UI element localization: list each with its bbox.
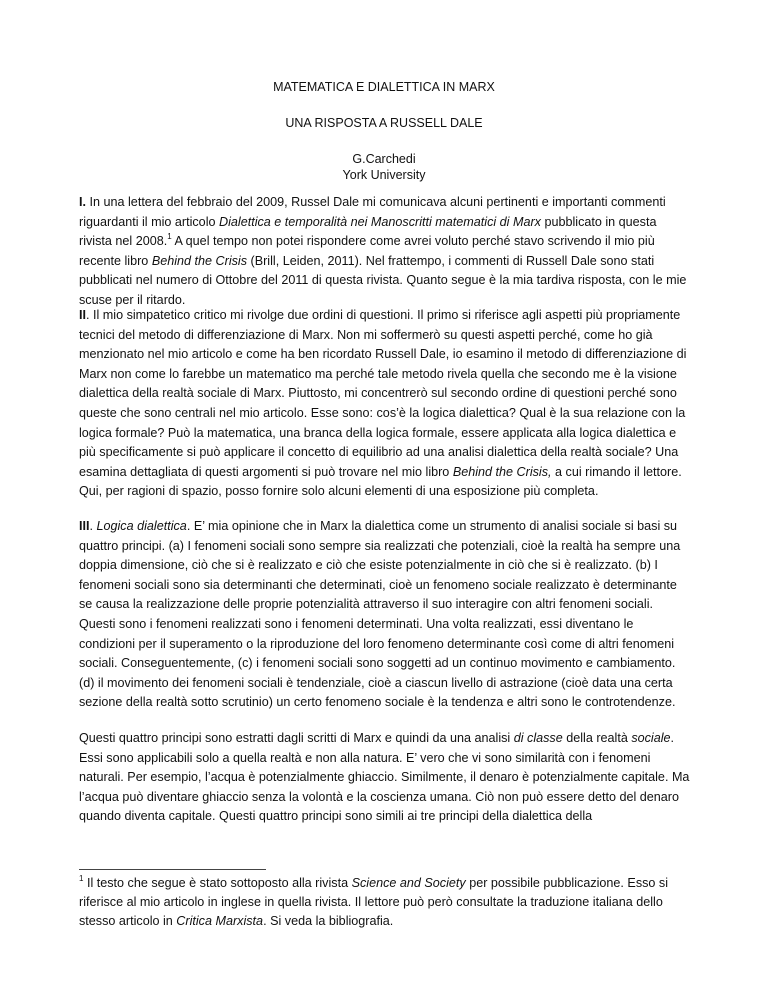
document-subtitle: UNA RISPOSTA A RUSSELL DALE bbox=[285, 116, 483, 130]
cited-work: Dialettica e temporalità nei Manoscritti matematici di Marx bbox=[219, 214, 541, 229]
journal-name: Science and Society bbox=[351, 876, 466, 890]
footnote-divider bbox=[79, 869, 266, 870]
section-number: II bbox=[79, 308, 86, 322]
cited-work: Behind the Crisis bbox=[151, 253, 248, 268]
section-number: III bbox=[79, 519, 90, 533]
section-number: I. bbox=[79, 195, 86, 209]
footnote-ref: 1 bbox=[167, 232, 172, 241]
author-name: G.Carchedi bbox=[352, 152, 416, 166]
section-heading: Logica dialettica bbox=[96, 519, 187, 533]
document-title: MATEMATICA E DIALETTICA IN MARX bbox=[273, 80, 495, 94]
footnote: $^1$ Il testo che segue è stato sottoposto alla rivista Science and Society per possibile pubblicazione. Esso si riferisce al mio articolo in inglese in quella rivista. Il lettore può però consultate la traduzione italiana dello stesso articolo in Critica Marxista. Si veda la bibliografia. bbox=[79, 873, 669, 928]
cited-work: Behind the Crisis, bbox=[452, 464, 552, 479]
section-1-paragraph: I. In una lettera del febbraio del 2009, Russel Dale mi comunicava alcuni pertinenti e importanti commenti riguardanti il mio articolo Dialettica e temporalità nei Manoscritti matematici di Marx pubblicato in questa rivista nel 2008.$^1$ A quel tempo non potei rispondere come avrei voluto perché stavo scrivendo il mio più recente libro Behind the Crisis (Brill, Leiden, 2011). Nel frattempo, i commenti di Russell Dale sono stati pubblicati nel numero di Ottobre del 2011 di questa rivista. Quanto segue è la mia tardiva risposta, con le mie scuse per il ritardo. bbox=[79, 195, 687, 307]
section-2-paragraph: II. Il mio simpatetico critico mi rivolge due ordini di questioni. Il primo si riferisce agli aspetti più propriamente tecnici del metodo di differenziazione di Marx. Non mi soffermerò su questi aspetti perché, come ho già menzionato nel mio articolo e come ha ben ricordato Russell Dale, io esamino il metodo di differenziazione di Marx non come lo farebbe un matematico ma perché tale metodo rivela quella che secondo me è la visione dialettica della realtà sociale di Marx. Piuttosto, mi concentrerò sul secondo ordine di questioni perché sono queste che sono centrali nel mio articolo. Esse sono: cos’è la logica dialettica? Qual è la sua relazione con la logica formale? Può la matematica, una branca della logica formale, essere applicata alla logica dialettica e più specificamente si può applicare il concetto di equilibrio ad una analisi dialettica della realtà sociale? Una esamina dettagliata di questi argomenti si può trovare nel mio libro Behind the Crisis, a cui rimando il lettore. Qui, per ragioni di spazio, posso fornire solo alcuni elementi di una esposizione più completa. bbox=[79, 308, 687, 499]
emphasis: di classe bbox=[513, 731, 563, 745]
footnote-number: 1 bbox=[79, 873, 84, 883]
emphasis: sociale bbox=[631, 731, 671, 745]
journal-name: Critica Marxista bbox=[176, 914, 264, 928]
author-affiliation: York University bbox=[342, 168, 426, 182]
section-4-paragraph: Questi quattro principi sono estratti dagli scritti di Marx e quindi da una analisi di classe della realtà sociale. Essi sono applicabili solo a quella realtà e non alla natura. E’ vero che vi sono similarità con i fenomeni naturali. Per esempio, l’acqua è potenzialmente ghiaccio. Similmente, il denaro è potenzialmente capitale. Ma l’acqua può diventare ghiaccio senza la volontà e la coscienza umana. Ciò non può essere detto del denaro quando diventa capitale. Questi quattro principi sono simili ai tre principi della dialettica della bbox=[79, 731, 690, 824]
section-3-paragraph: III. Logica dialettica. E’ mia opinione che in Marx la dialettica come un strumento di analisi sociale si basi su quattro principi. (a) I fenomeni sociali sono sempre sia realizzati che potenziali, cioè la realtà ha sempre una doppia dimensione, ciò che si è realizzato e ciò che esiste potenzialmente in ciò che si è realizzato. (b) I fenomeni sociali sono sia determinanti che determinati, cioè un fenomeno sociale realizzato è determinante se causa la realizzazione delle proprie potenzialità attraverso il suo interagire con altri fenomeni sociali. Questi sono i fenomeni realizzati sono i fenomeni determinati. Una volta realizzati, essi diventano le condizioni per il superamento o la riproduzione del loro fenomeno determinante così come di altri fenomeni sociali. Conseguentemente, (c) i fenomeni sociali sono soggetti ad un continuo movimento e cambiamento. (d) il movimento dei fenomeni sociali è tendenziale, cioè a ciascun livello di astrazione (cioè data una certa sezione della realtà sotto scrutinio) un certo fenomeno sociale è la tendenza e altri sono le controtendenze. bbox=[79, 519, 681, 710]
